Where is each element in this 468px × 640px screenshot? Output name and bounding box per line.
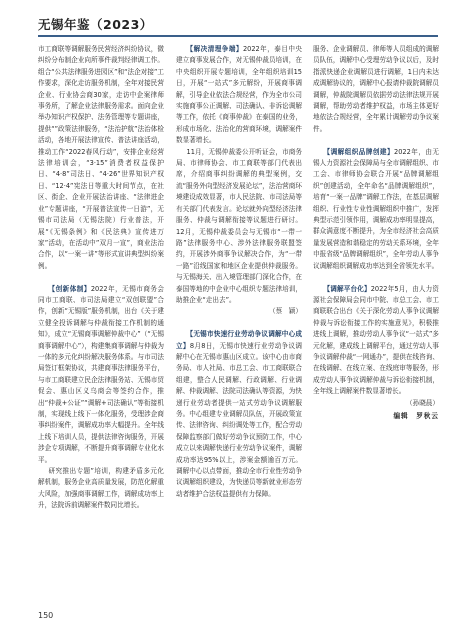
- paragraph-with-heading: [313, 147, 439, 272]
- paragraph: 服务、企业调解员、律师等人员组成的调解员队伍，调解中心受理劳动争议以后，及时指派快递企业调解员进行调解，1日内未达成调解协议的，调解中心报请仲裁院调解员调解，仲裁院调解员依据劳动法律法规开展调解，帮助劳动者维护权益，市场主体更好地依法合规经营，全年累计调解劳动争议案件。: [313, 45, 439, 133]
- paragraph-text: 2022年，由无锡人力资源社会保障局与全市调解组织、市工会、市律师协会联合开展“品牌调解组织”创建活动，全年命名“品牌调解组织”，培育“一案一品牌”调解工作法，在基层调解组织、行业性专业性调解组织中推广，发挥典型示范引领作用，调解成功率明显提高，群众满意度不断提升，为全市经济社会高质量发展营造和谐稳定的劳动关系环境，全年申报省级“品牌调解组织”，全年劳动人事争议调解组织调解成功率达到全省领先水平。: [313, 147, 440, 270]
- author-signature: （蔡 颖）: [269, 307, 302, 316]
- header-divider: [38, 35, 438, 37]
- text-column-2: [176, 44, 302, 500]
- section-heading: 【调解组织品牌创建】: [323, 147, 395, 156]
- section-heading: 【创新体制】: [48, 284, 91, 293]
- section-heading: 【无锡市快速行业劳动争议调解中心成立】: [176, 330, 302, 350]
- text-column-1: [38, 44, 164, 512]
- yearbook-header-title: 无锡年鉴（2023）: [38, 17, 153, 32]
- author-signature: （孙晓晨）: [406, 398, 439, 407]
- paragraph: 11月，无锡仲裁委公开听证会，市商务局、市律师协会、市工商联等部门代表出席，介绍商事纠纷调解的典型案例，交流“服务外向型经济发展论坛”，法治营商环境建设成效显著，市人民法院、市司法局等有关部门代表发言。论坛就外向型经济法律服务、仲裁与调解衔接等议题进行研讨。12月，无锡仲裁委员会与无锡市“一带一路”法律服务中心、涉外法律服务联盟签约，开展涉外商事争议解决合作，为“一带一路”沿线国家和地区企业提供仲裁服务。与无锡海关、出入境管理部门深化合作，在泰国等地的中企业中心组织专题法律培训，助推企业“走出去”。: [176, 147, 302, 304]
- text-column-3: [313, 44, 439, 422]
- paragraph-with-heading: [176, 44, 302, 147]
- paragraph-with-heading: [176, 329, 302, 500]
- paragraph-text: 2022年，泰目中央建立商事发展合作，对无锡仲裁员培训，在中央组织开展专题培训，全年组织培训15日，开展“一站式”多元解纷，开展商事调解，引导企业依法合规经营，作为全市公司实施商事公正调解、司法确认、非诉讼调解等工作，依托《商事仲裁》在泰国的业务，形成市场化、法治化的营商环境，调解案件数显著增长。: [176, 45, 303, 145]
- paragraph-with-heading: [313, 284, 439, 398]
- paragraph-text: 8月8日，无锡市快速行业劳动争议调解中心在无锡市惠山区成立。该中心由市商务局、市人社局、市总工会、市工商联联合组建，整合人民调解、行政调解、行业调解、仲裁调解、法院司法确认等资源，为快递行业劳动者提供一站式劳动争议调解服务。中心组建专业调解员队伍，开展政策宣传、法律咨询、纠纷调处等工作，配合劳动保障监察部门做好劳动争议预防工作，中心成立以来调解快递行业劳动争议案件，调解成功率达95%以上，涉案金额逾百万元。调解中心以点带面，推动全市行业性劳动争议调解组织建设，为快递员等新就业形态劳动者维护合法权益提供有力保障。: [176, 341, 303, 498]
- paragraph: 研究推出专题”培训，构建矛盾多元化解机制，服务企业高质量发展，防范化解重大风险，加强商事调解工作，调解成功率上升，法院诉前调解案件数同比增长。: [38, 467, 164, 510]
- paragraph-with-heading: [38, 284, 164, 467]
- paragraph-text: 2022年5月，由人力资源社会保障局会同市中院、市总工会、市工商联联合出台《关于深化劳动人事争议调解仲裁与诉讼衔接工作的实施意见》，积极推进线上调解，推动劳动人事争议“一站式”多元化解，建成线上调解平台，通过劳动人事争议调解仲裁“一网通办”，提供在线咨询、在线调解、在线立案、在线庭审等服务，形成劳动人事争议调解仲裁与诉讼衔接机制，全年线上调解案件数显著增长。: [313, 284, 440, 396]
- section-heading: 【调解平台化】: [323, 284, 371, 293]
- page-number: 150: [38, 611, 54, 620]
- paragraph: 市工商联等调解服务民营经济纠纷协议，微纠纷分布制企业向所事件裁判经律调工作。组合“公共法律服务进园区”和“法企对接”工作要求，深化走访服务机制，全年对接民营企业、行业协会商30家，走访中企案律师事务所，了解企业法律服务需求。面向企业举办知识产权保护、法务管理等专题讲座，提供“”政策法律服务，“法治护航”法治体检活动，各地开展法律宣传、普法讲座活动，推动工作“2022春风行动”，安排企业经营法律培训会，“3·15”消费者权益保护日、“4·8”司法日、“4·26”世界知识产权日、“12·4”宪法日等重大时间节点，在社区、街企、企业开展法治讲座、“法律进企业”专题讲座，“开展普法宣传一日游”，无锡市司法局（无锡法院）行业普法，开展“《无锡条例》和《民法典》宣传进万家”活动，在活动中”双月一宣”，商业法治合作，以“一案一讲”等形式宣讲典型纠纷案例。: [38, 45, 164, 270]
- section-heading: 【解决清理争端】: [186, 45, 243, 53]
- editor-byline: 编辑 罗秋云: [393, 411, 439, 420]
- paragraph-text: 2022年，无锡市商务会同市工商联、市司法局建立“双创联盟”合作，创新“无锡版”服务机制，出台《关于建立健全投诉调解与仲裁衔接工作机制的通知》，成立“无锡商事调解仲裁中心”（“无锡商事调解中心”），构建集商事调解与仲裁为一体的多元化纠纷解决服务体系。与市司法局签订框架协议，共建商事法律服务平台，与市工商联建立民企法律服务站、无锡市贸促会、惠山区义乌商会等签约合作，推出“仲裁+公证”“调解+司法确认”等衔接机制，实现线上线下一体化服务，受理涉企商事纠纷案件，调解成功率大幅提升。全年线上线下培训人员，提供法律咨询服务，开展涉企专项调解，不断提升商事调解专业化水平。: [38, 284, 165, 464]
